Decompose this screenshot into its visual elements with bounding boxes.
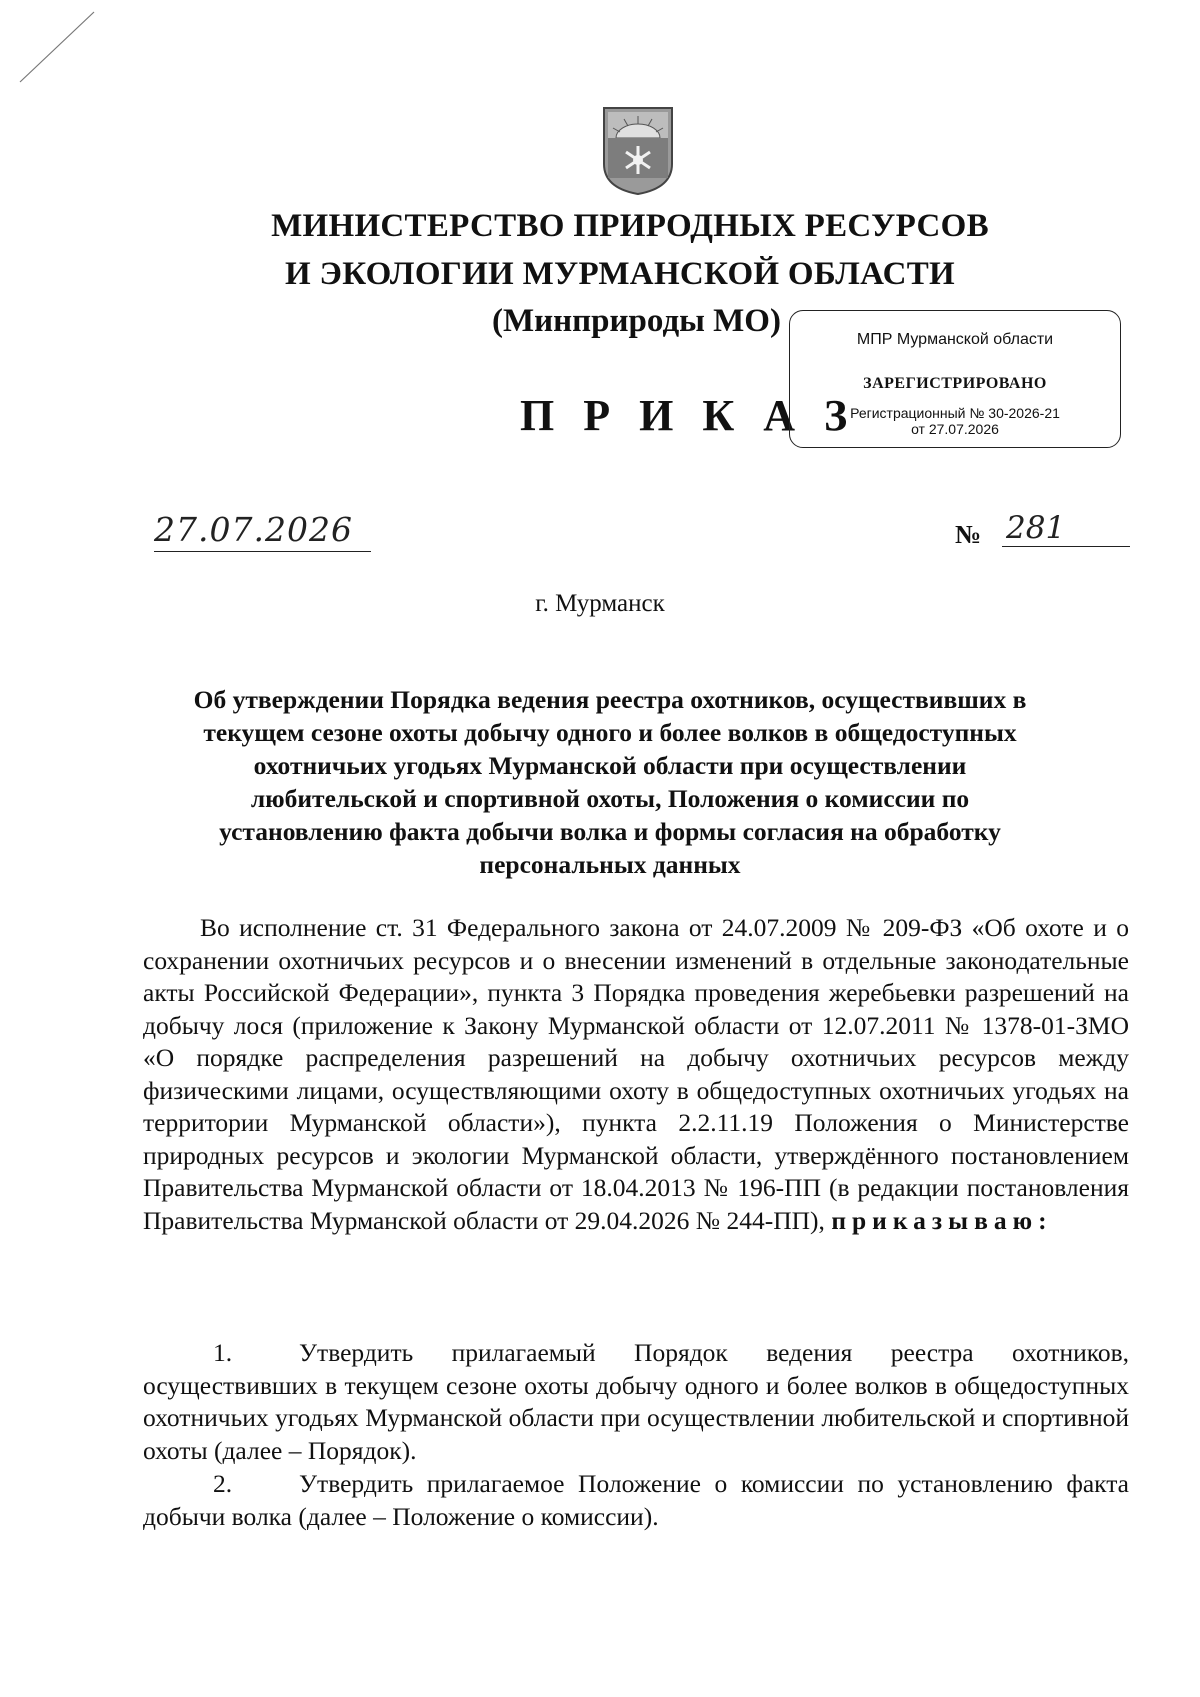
stamp-reg-number <box>790 405 1120 437</box>
document-title: Об утверждении Порядка ведения реестра охотников, осуществивших в текущем сезоне охоты добычу одного и более волков в общедоступных охотничьих угодьях Мурманской области при осуществлении любительской и спортивной охоты, Положения о комиссии по установлению факта добычи волка и формы согласия на обработку персональных данных <box>193 685 1027 879</box>
stamp-reg-number-text: Регистрационный № 30-2026-21 <box>850 405 1060 421</box>
ministry-name-line2: И ЭКОЛОГИИ МУРМАНСКОЙ ОБЛАСТИ <box>285 256 955 292</box>
ministry-name-line1: МИНИСТЕРСТВО ПРИРОДНЫХ РЕСУРСОВ <box>271 208 989 244</box>
registration-stamp <box>789 310 1121 448</box>
order-word: приказываю: <box>831 1205 1053 1235</box>
order-item-2 <box>143 1468 1129 1533</box>
document-type-heading: П Р И К А З <box>520 391 857 440</box>
item-text: Утвердить прилагаемый Порядок ведения реестра охотников, осуществивших в текущем сезоне охоты добычу одного и более волков в общедоступных охотничьих угодьях Мурманской области при осуществлении любительской и спортивной охоты (далее – Порядок). <box>143 1338 1129 1465</box>
stamp-org: МПР Мурманской области <box>856 331 1054 348</box>
handwritten-date: 27.07.2026 <box>154 510 371 552</box>
stamp-status: ЗАРЕГИСТРИРОВАНО <box>863 375 1047 392</box>
item-number: 2. <box>213 1469 233 1498</box>
ministry-short-name: (Минприроды МО) <box>492 303 781 339</box>
item-number: 1. <box>213 1338 233 1367</box>
city-line: г. Мурманск <box>535 590 665 617</box>
stamp-reg-date: от 27.07.2026 <box>911 421 999 437</box>
coat-of-arms-icon <box>600 104 676 196</box>
order-item-1 <box>143 1337 1129 1467</box>
handwritten-number: 281 <box>1002 510 1130 547</box>
corner-pen-mark <box>12 8 102 88</box>
preamble-text: Во исполнение ст. 31 Федерального закона от 24.07.2009 № 209-ФЗ «Об охоте и о сохранении охотничьих ресурсов и о внесении изменений в отдельные законодательные акты Российской Федерации», пункта 3 Порядка проведения жеребьевки разрешений на добычу лося (приложение к Закону Мурманской области от 12.07.2011 № 1378-01-ЗМО «О порядке распределения разрешений на добычу охотничьих ресурсов между физическими лицами, осуществляющими охоту в общедоступных охотничьих угодьях на территории Мурманской области»), пункта 2.2.11.19 Положения о Министерстве природных ресурсов и экологии Мурманской области, утверждённого постановлением Правительства Мурманской области от 18.04.2013 № 196-ПП (в редакции постановления Правительства Мурманской области от 29.04.2026 № 244-ПП), <box>143 913 1129 1235</box>
number-label: № <box>955 520 982 549</box>
preamble-paragraph <box>143 912 1129 1237</box>
item-text: Утвердить прилагаемое Положение о комиссии по установлению факта добычи волка (далее – Положение о комиссии). <box>143 1469 1129 1531</box>
